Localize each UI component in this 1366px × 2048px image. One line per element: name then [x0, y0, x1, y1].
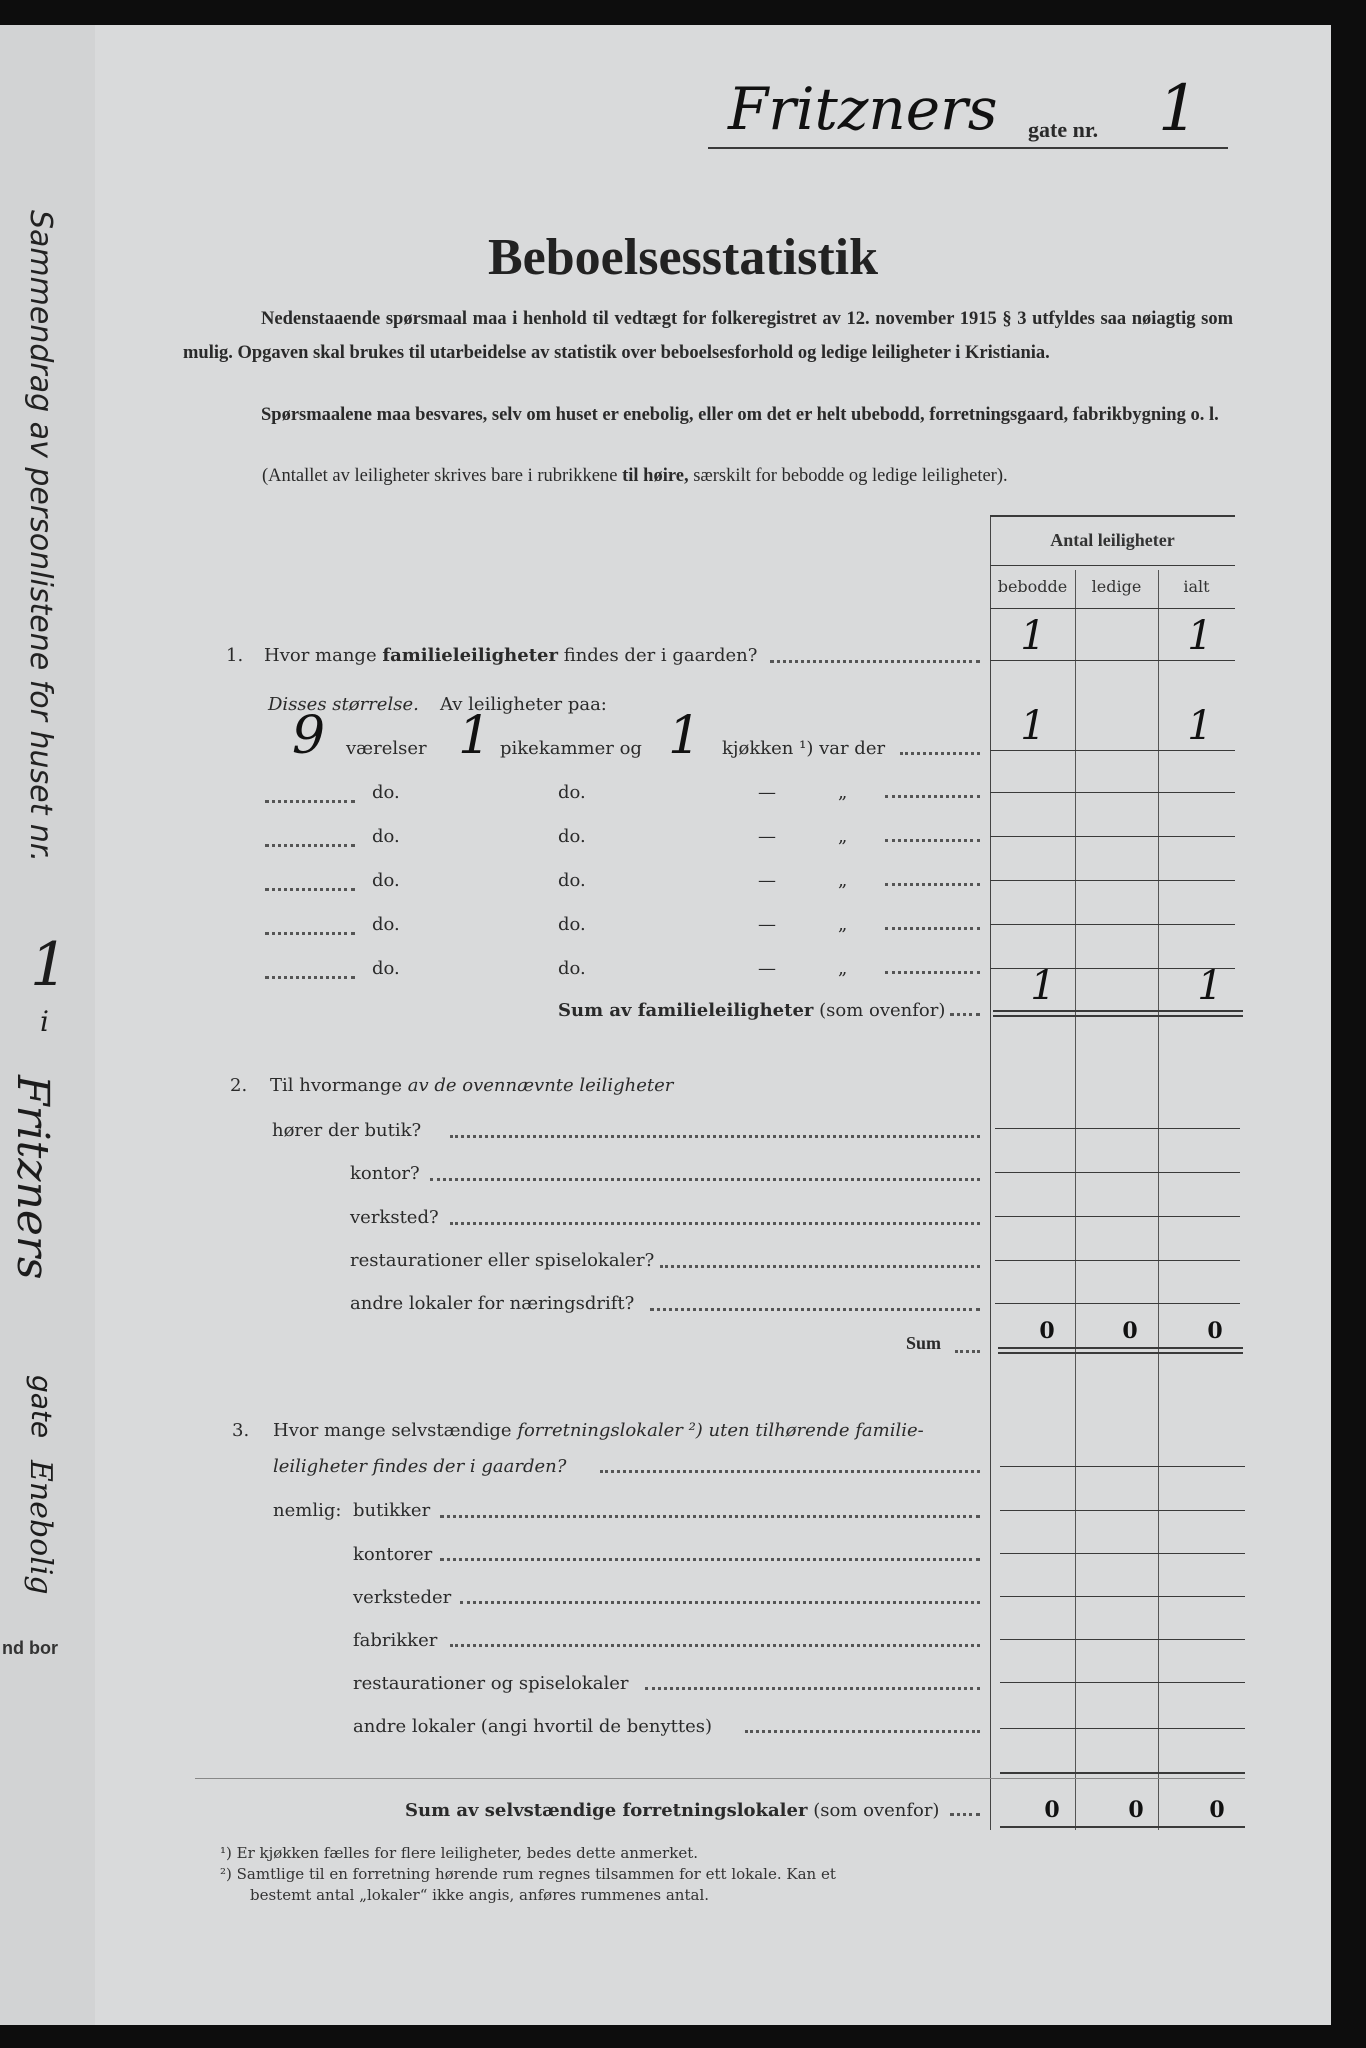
q2-question: Til hvormange av de ovennævnte leiligheter: [270, 1075, 674, 1096]
q1-answer-bebodde: 1: [1020, 613, 1046, 659]
dot-leader: [265, 800, 355, 803]
col-ialt: ialt: [1183, 577, 1210, 596]
dot-leader: [600, 1470, 980, 1473]
intro-paragraph-3: (Antallet av leiligheter skrives bare i rubrikkene til høire, særskilt for bebodde og ledige leiligheter).: [262, 466, 1008, 486]
strip-vertical-text: Sammendrag av personlistene for huset nr.: [23, 210, 58, 863]
q1-question: Hvor mange familieleiligheter findes der i gaarden?: [264, 645, 758, 666]
dot-leader: [450, 1644, 980, 1647]
q2-item-butik: hører der butik?: [272, 1120, 422, 1141]
q3-item-butikker: butikker: [353, 1500, 431, 1521]
strip-handwritten-note: Enebolig: [23, 1460, 58, 1595]
dot-leader: [950, 1813, 980, 1816]
row-line: [995, 1128, 1240, 1129]
intro-paragraph-2: Spørsmaalene maa besvares, selv om huset er enebolig, eller om det er helt ubebodd, forretningsgaard, fabrikbygning o. l.: [261, 405, 1219, 425]
row-line: [1000, 1510, 1245, 1511]
sum-line: [998, 1347, 1243, 1349]
strip-house-no: 1: [30, 930, 69, 1000]
dot-leader: [950, 1013, 980, 1016]
dot-leader: [265, 844, 355, 847]
dot-leader: [645, 1687, 980, 1690]
sum-line: [1000, 1772, 1245, 1774]
do-row-2: do. do. — „: [372, 826, 848, 847]
row-line: [990, 924, 1235, 925]
dot-leader: [440, 1558, 980, 1561]
q2-sum-bebodde: 0: [1039, 1318, 1055, 1344]
row-line: [1000, 1553, 1245, 1554]
dot-leader: [450, 1222, 980, 1225]
row-line: [1000, 1466, 1245, 1467]
q2-item-verksted: verksted?: [350, 1207, 439, 1228]
q3-sum-ialt: 0: [1209, 1797, 1225, 1823]
header-underline: [708, 147, 1228, 149]
row-line: [995, 1216, 1240, 1217]
maid-room-label: pikekammer og: [500, 738, 642, 759]
kitchen-label: kjøkken ¹) var der: [722, 738, 886, 759]
footnote-2-cont: bestemt antal „lokaler“ ikke angis, anføres rummenes antal.: [250, 1886, 710, 1904]
row-line: [990, 660, 1235, 661]
q1-size-label: Disses størrelse.: [268, 694, 419, 715]
col-divider-2: [1158, 570, 1159, 1830]
dot-leader: [900, 752, 980, 755]
dot-leader: [430, 1178, 980, 1181]
table-left-border: [990, 515, 991, 1830]
sum-line: [1000, 1826, 1245, 1828]
q1-sum-bebodde: 1: [1030, 963, 1056, 1009]
rooms-handwritten: 9: [292, 706, 326, 766]
dot-leader: [885, 883, 980, 886]
row-line: [995, 1303, 1240, 1304]
q1-answer-ialt: 1: [1187, 613, 1213, 659]
sum-line: [993, 1010, 1243, 1012]
table-title: Antal leiligheter: [1050, 530, 1175, 550]
q3-question-cont: leiligheter findes der i gaarden?: [273, 1456, 567, 1477]
q3-item-restaurationer: restaurationer og spiselokaler: [353, 1673, 629, 1694]
col-divider-1: [1075, 570, 1076, 1830]
strip-gate: gate: [25, 1375, 58, 1439]
dot-leader: [440, 1515, 980, 1518]
table-top-border: [990, 515, 1235, 517]
q2-sum-ialt: 0: [1207, 1318, 1223, 1344]
col-bebodde: bebodde: [997, 577, 1068, 596]
intro-paragraph-1: Nedenstaaende spørsmaal maa i henhold til vedtægt for folkeregistret av 12. november 1915 § 3 utfyldes saa nøiagtig som mulig. Opgaven skal brukes til utarbeidelse av statistik over beboelsesforhold og ledige leiligheter i Kristiania.: [183, 309, 1233, 363]
q1-size-text: Av leiligheter paa:: [440, 694, 607, 715]
q2-sum-label: Sum: [906, 1333, 942, 1353]
dot-leader: [955, 1350, 980, 1353]
table-title-line: [990, 565, 1235, 566]
dot-leader: [885, 971, 980, 974]
do-row-1: do. do. — „: [372, 782, 848, 803]
q2-item-restaurationer: restaurationer eller spiselokaler?: [350, 1250, 655, 1271]
gate-nr-label: gate nr.: [1028, 117, 1099, 142]
maid-room-handwritten: 1: [458, 706, 492, 766]
row1-answer-ialt: 1: [1187, 703, 1213, 749]
row-line: [1000, 1639, 1245, 1640]
dot-leader: [450, 1135, 980, 1138]
do-row-3: do. do. — „: [372, 870, 848, 891]
q3-item-fabrikker: fabrikker: [353, 1630, 438, 1651]
footnote-1: ¹) Er kjøkken fælles for flere leiligheter, bedes dette anmerket.: [220, 1844, 698, 1862]
q3-question: Hvor mange selvstændige forretningslokaler ²) uten tilhørende familie-: [273, 1420, 924, 1441]
dot-leader: [265, 932, 355, 935]
row-line: [990, 750, 1235, 751]
rooms-label: værelser: [346, 738, 427, 759]
sum-line: [998, 1352, 1243, 1354]
q3-sum-ledige: 0: [1128, 1797, 1144, 1823]
q3-number: 3.: [232, 1420, 250, 1441]
col-ledige: ledige: [1091, 577, 1142, 596]
q1-number: 1.: [226, 645, 244, 666]
q2-number: 2.: [230, 1075, 248, 1096]
row-line: [990, 792, 1235, 793]
do-row-5: do. do. — „: [372, 958, 848, 979]
q1-sum-label: Sum av familieleiligheter (som ovenfor): [558, 1000, 946, 1021]
q2-sum-ledige: 0: [1122, 1318, 1138, 1344]
house-number-handwritten: 1: [1158, 72, 1199, 146]
q2-item-kontor: kontor?: [350, 1163, 420, 1184]
q3-sum-label: Sum av selvstændige forretningslokaler (som ovenfor): [405, 1800, 940, 1821]
row-line: [1000, 1728, 1245, 1729]
footnote-2: ²) Samtlige til en forretning hørende rum regnes tilsammen for ett lokale. Kan et: [220, 1865, 836, 1883]
dot-leader: [745, 1730, 980, 1733]
do-row-4: do. do. — „: [372, 914, 848, 935]
q3-nemlig: nemlig:: [273, 1500, 342, 1521]
table-header-line: [990, 608, 1235, 609]
dot-leader: [660, 1265, 980, 1268]
dot-leader: [265, 976, 355, 979]
page-title: Beboelsesstatistik: [488, 229, 878, 286]
dot-leader: [770, 660, 980, 663]
q3-item-verksteder: verksteder: [353, 1587, 452, 1608]
dot-leader: [885, 927, 980, 930]
row-line: [990, 880, 1235, 881]
q3-item-kontorer: kontorer: [353, 1544, 433, 1565]
q3-separator: [195, 1778, 1245, 1779]
strip-i: i: [40, 1005, 49, 1038]
kitchen-handwritten: 1: [668, 706, 702, 766]
dot-leader: [265, 888, 355, 891]
strip-street: Fritzners: [7, 1075, 58, 1280]
q3-sum-bebodde: 0: [1044, 1797, 1060, 1823]
sum-line: [993, 1015, 1243, 1017]
row-line: [1000, 1682, 1245, 1683]
row1-answer-bebodde: 1: [1020, 703, 1046, 749]
row-line: [1000, 1596, 1245, 1597]
dot-leader: [460, 1601, 980, 1604]
street-handwritten: Fritzners: [728, 75, 998, 143]
strip-bottom-text: nd bor: [2, 1638, 58, 1658]
row-line: [990, 836, 1235, 837]
q3-item-andre: andre lokaler (angi hvortil de benyttes): [353, 1716, 713, 1737]
row-line: [995, 1260, 1240, 1261]
dot-leader: [650, 1308, 980, 1311]
q1-sum-ialt: 1: [1197, 963, 1223, 1009]
dot-leader: [885, 839, 980, 842]
row-line: [995, 1172, 1240, 1173]
q2-item-andre: andre lokaler for næringsdrift?: [350, 1293, 635, 1314]
dot-leader: [885, 795, 980, 798]
